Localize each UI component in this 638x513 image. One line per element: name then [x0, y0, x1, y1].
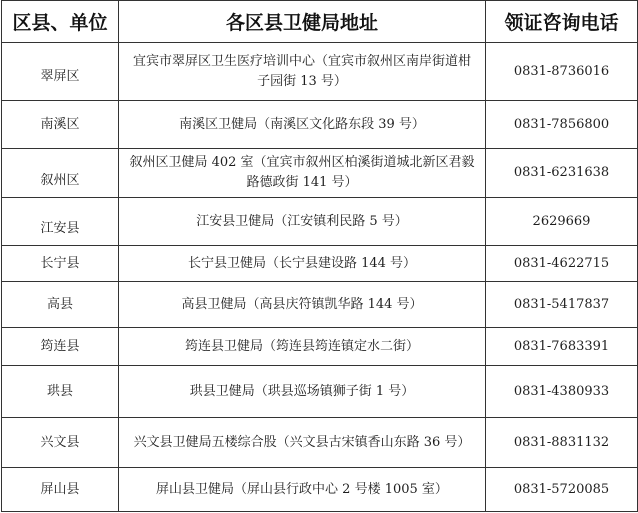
- phone-cell: 0831-7683391: [486, 328, 638, 366]
- district-cell: 江安县: [2, 198, 119, 246]
- phone-cell: 0831-7856800: [486, 101, 638, 149]
- phone-cell: 0831-8736016: [486, 43, 638, 101]
- address-cell: 宜宾市翠屏区卫生医疗培训中心（宜宾市叙州区南岸街道柑子园街 13 号）: [119, 43, 486, 101]
- district-cell: 长宁县: [2, 246, 119, 282]
- header-district: 区县、单位: [2, 1, 119, 43]
- table-row: [2, 43, 638, 101]
- district-cell: 珙县: [2, 366, 119, 418]
- phone-cell: 0831-5720085: [486, 468, 638, 512]
- health-bureau-table: [1, 0, 638, 512]
- phone-cell: 0831-6231638: [486, 149, 638, 198]
- table-row: [2, 198, 638, 246]
- table-header-row: [2, 1, 638, 43]
- district-cell: 叙州区: [2, 149, 119, 198]
- address-cell: 南溪区卫健局（南溪区文化路东段 39 号）: [119, 101, 486, 149]
- phone-cell: 2629669: [486, 198, 638, 246]
- phone-cell: 0831-8831132: [486, 418, 638, 468]
- header-phone: 领证咨询电话: [486, 1, 638, 43]
- phone-cell: 0831-5417837: [486, 282, 638, 328]
- district-cell: 筠连县: [2, 328, 119, 366]
- table-row: [2, 468, 638, 512]
- address-cell: 兴文县卫健局五楼综合股（兴文县古宋镇香山东路 36 号）: [119, 418, 486, 468]
- table-row: [2, 418, 638, 468]
- district-cell: 屏山县: [2, 468, 119, 512]
- address-cell: 长宁县卫健局（长宁县建设路 144 号）: [119, 246, 486, 282]
- district-cell: 高县: [2, 282, 119, 328]
- district-cell: 翠屏区: [2, 43, 119, 101]
- header-address: 各区县卫健局地址: [119, 1, 486, 43]
- address-cell: 屏山县卫健局（屏山县行政中心 2 号楼 1005 室）: [119, 468, 486, 512]
- table-row: [2, 328, 638, 366]
- phone-cell: 0831-4622715: [486, 246, 638, 282]
- address-cell: 珙县卫健局（珙县巡场镇狮子街 1 号）: [119, 366, 486, 418]
- address-cell: 叙州区卫健局 402 室（宜宾市叙州区柏溪街道城北新区君毅路德政街 141 号）: [119, 149, 486, 198]
- phone-cell: 0831-4380933: [486, 366, 638, 418]
- district-cell: 兴文县: [2, 418, 119, 468]
- table-row: [2, 101, 638, 149]
- address-cell: 江安县卫健局（江安镇利民路 5 号）: [119, 198, 486, 246]
- district-cell: 南溪区: [2, 101, 119, 149]
- table-row: [2, 366, 638, 418]
- table-row: [2, 149, 638, 198]
- address-cell: 筠连县卫健局（筠连县筠连镇定水二街）: [119, 328, 486, 366]
- table-row: [2, 282, 638, 328]
- table-row: [2, 246, 638, 282]
- address-cell: 高县卫健局（高县庆符镇凯华路 144 号）: [119, 282, 486, 328]
